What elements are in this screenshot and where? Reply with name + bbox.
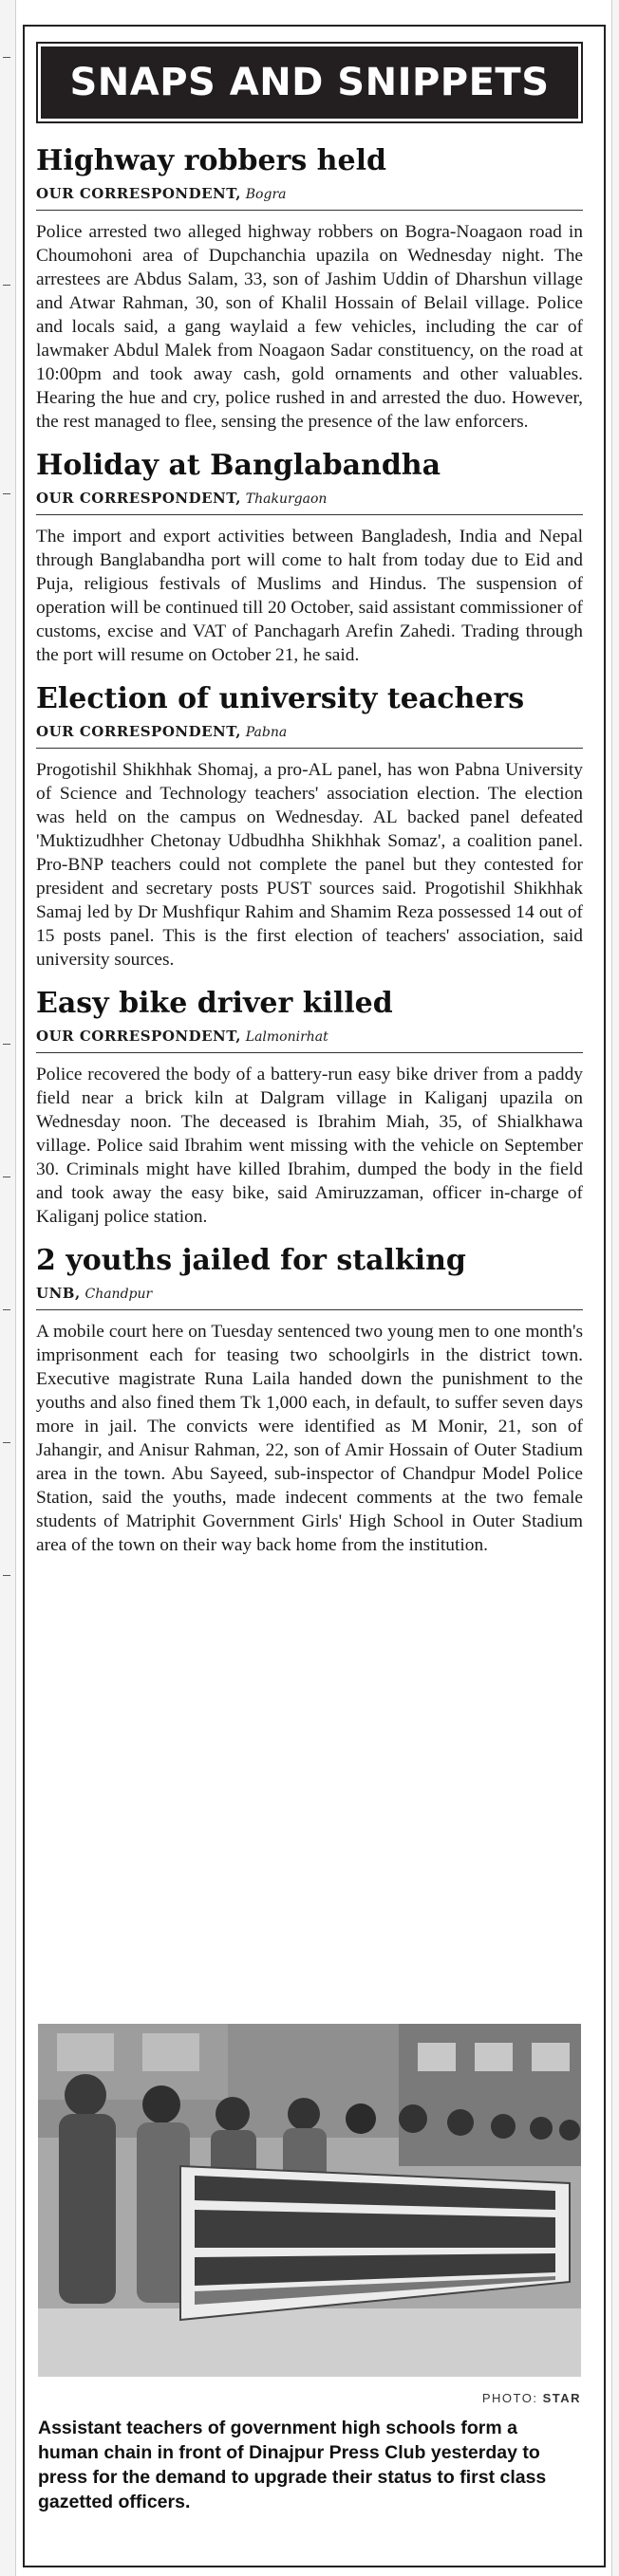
story-body: Police recovered the body of a battery-run easy bike driver from a paddy field near a brick kiln at Dalgram village in Kaliganj upazila on Wednesday noon. The deceased is Ibrahim Miah, 35, of Shialkhawa village. Police said Ibrahim went missing with the vehicle on September 30. Criminals might have killed Ibrahim, dumped the body in the field and took away the easy bike, said Amiruzzaman, officer in-charge of Kaliganj police station. (36, 1065, 583, 1227)
byline-dateline: Pabna (245, 725, 288, 740)
byline-dateline: Chandpur (84, 1287, 153, 1302)
story-headline: Election of university teachers (36, 682, 525, 715)
story-highway-robbers (36, 142, 583, 434)
story-byline (36, 1027, 583, 1053)
story-byline (36, 489, 583, 515)
stories-column (36, 142, 583, 1570)
human-chain-photo-illustration (38, 2024, 581, 2377)
adjacent-column-edge-right (611, 0, 619, 2576)
story-body: A mobile court here on Tuesday sentenced two young men to one month's imprisonment each for teasing two schoolgirls in the district town. Executive magistrate Runa Laila handed down the punishment to the youths and also fined them Tk 1,000 each, in default, to suffer seven days more in jail. The convicts were identified as M Monir, 21, son of Jahangir, and Anisur Rahman, 22, son of Amir Hossain of Outer Stadium area in the town. Abu Sayeed, sub-inspector of Chandpur Model Police Station, said the youths, made indecent comments at the two female students of Matriphit Government Girls' High School in Outer Stadium area of the town on their way back home from the institution. (36, 1322, 583, 1555)
byline-dateline: Bogra (245, 187, 287, 202)
photo-caption: Assistant teachers of government high schools form a human chain in front of Dinajpur Press Club yesterday to press for the demand to upgrade their status to first class gazetted officers. (38, 2418, 547, 2512)
story-byline (36, 184, 583, 211)
story-headline: Highway robbers held (36, 144, 386, 177)
story-headline: Holiday at Banglabandha (36, 449, 441, 482)
photo-credit (38, 2391, 581, 2405)
story-university-election (36, 680, 583, 972)
news-photo (38, 2024, 581, 2377)
byline-dateline: Thakurgaon (245, 491, 328, 507)
photo-credit-source: STAR (542, 2391, 581, 2405)
byline-author: OUR CORRESPONDENT, (36, 1028, 241, 1045)
story-youths-jailed (36, 1242, 583, 1557)
byline-author: OUR CORRESPONDENT, (36, 723, 241, 740)
story-byline (36, 1284, 583, 1310)
adjacent-column-edge-left (0, 0, 16, 2576)
story-body: The import and export activities between Bangladesh, India and Nepal through Banglabandha port will come to halt from today due to Eid and Puja, religious festivals of Muslims and Hindus. The suspension of operation will be continued till 20 October, said assistant commissioner of customs, excise and VAT of Panchagarh Arefin Zahedi. Trading through the port will resume on October 21, he said. (36, 527, 583, 665)
story-headline: Easy bike driver killed (36, 987, 393, 1020)
byline-author: UNB, (36, 1285, 81, 1302)
byline-author: OUR CORRESPONDENT, (36, 490, 241, 507)
story-easy-bike-driver (36, 985, 583, 1229)
story-byline (36, 722, 583, 749)
story-headline: 2 youths jailed for stalking (36, 1244, 466, 1277)
story-holiday-banglabandha (36, 447, 583, 667)
photo-credit-prefix: PHOTO: (481, 2391, 538, 2405)
story-body: Police arrested two alleged highway robbers on Bogra-Noagaon road in Choumohoni area of Dupchanchia upazila on Wednesday night. The arrestees are Abdus Salam, 33, son of Jashim Uddin of Dharshun village and Atwar Rahman, 30, son of Khalil Hossain of Belail village. Police and locals said, a gang waylaid a few vehicles, including the car of lawmaker Abdul Malek from Noagaon Sadar constituency, on the road at 10:00pm and took away cash, gold ornaments and other valuables. Hearing the hue and cry, police rushed in and arrested the duo. However, the rest managed to flee, sensing the presence of the law enforcers. (36, 222, 583, 432)
byline-author: OUR CORRESPONDENT, (36, 185, 241, 202)
story-body: Progotishil Shikhhak Shomaj, a pro-AL panel, has won Pabna University of Science and Technology teachers' association election. The election was held on the campus on Wednesday. AL backed panel defeated 'Muktizudhher Chetonay Udbudhha Shikhhak Somaz', a coalition panel. Pro-BNP teachers could not complete the panel but they contested for president and secretary posts PUST sources said. Progotishil Shikhhak Samaj led by Dr Mushfiqur Rahim and Shamim Reza possessed 14 out of 15 posts panel. This is the first election of teachers' association, said university sources. (36, 760, 583, 970)
byline-dateline: Lalmonirhat (245, 1029, 328, 1045)
section-banner: SNAPS AND SNIPPETS (38, 44, 581, 121)
